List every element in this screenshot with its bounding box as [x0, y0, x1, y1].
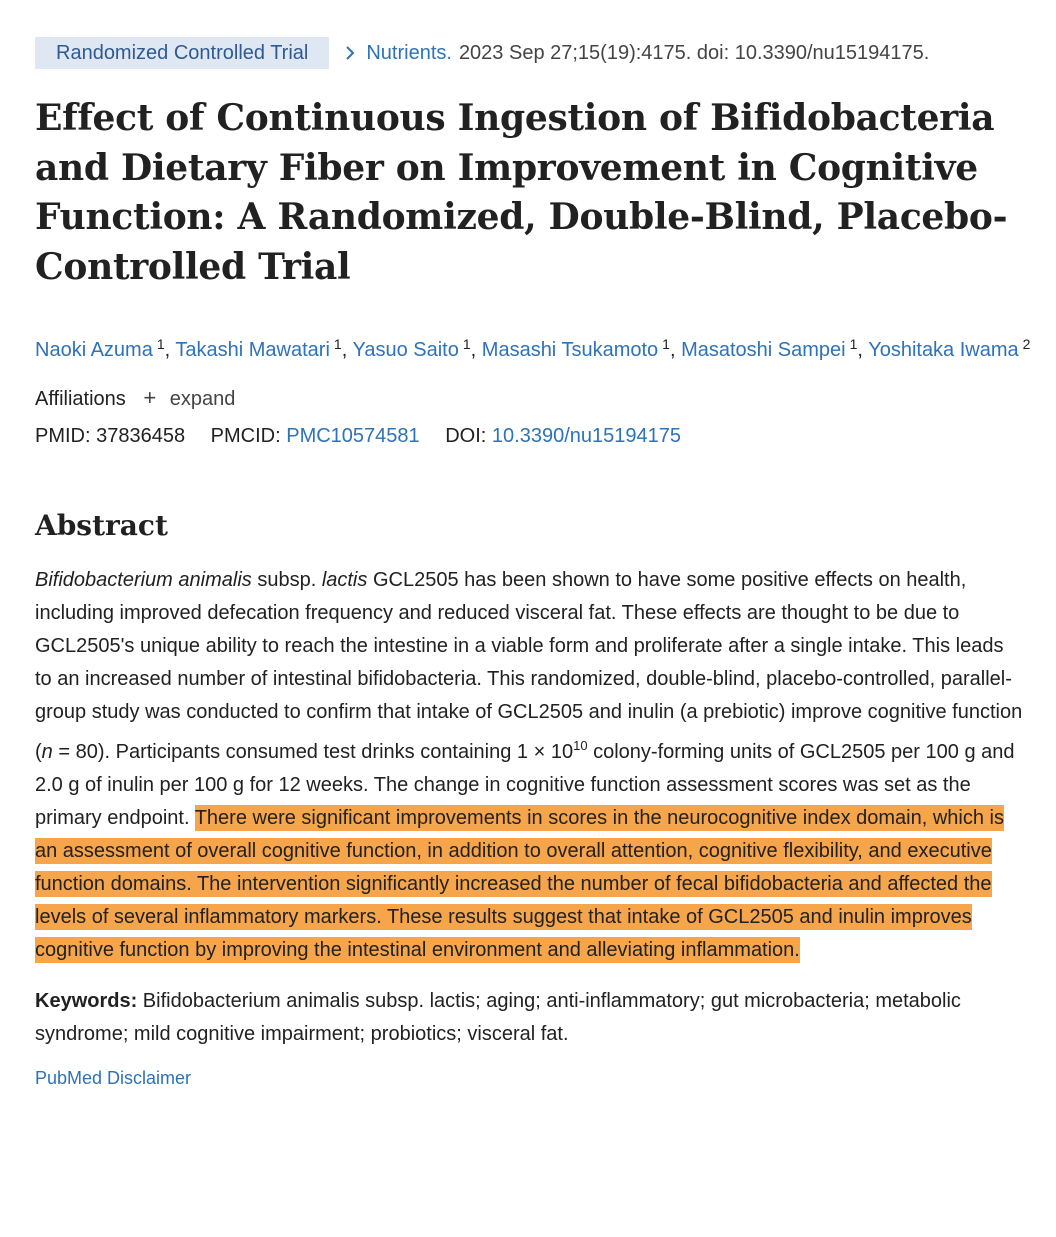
keywords-text: Bifidobacterium animalis subsp. lactis; aging; anti-inflammatory; gut microbacteria; metabolic syndrome; mild cognitive impairment; probiotics; visceral fat.	[35, 990, 961, 1045]
abstract-part-1: GCL2505 has been shown to have some positive effects on health, including improved defecation frequency and reduced visceral fat. These effects are thought to be due to GCL2505's unique ability to reach the intestine in a viable form and proliferate after a single intake. This leads to an increased number of intestinal bifidobacteria. This randomized, double-blind, placebo-controlled, parallel-group study was conducted to confirm that intake of GCL2505 and inulin (a prebiotic) improve cognitive function (	[35, 569, 1023, 763]
chevron-right-icon	[344, 45, 356, 61]
article-title: Effect of Continuous Ingestion of Bifidobacteria and Dietary Fiber on Improvement in Cognitive Function: A Randomized, Double-Blind, Placebo-Controlled Trial	[35, 97, 1008, 288]
doi-link[interactable]: 10.3390/nu15194175	[491, 425, 682, 447]
author-link[interactable]: Yoshitaka Iwama	[868, 339, 1019, 361]
author-link[interactable]: Takashi Mawatari	[175, 339, 330, 361]
author-list	[35, 328, 1035, 367]
pmid-value: 37836458	[96, 425, 186, 447]
author-entry	[352, 336, 477, 361]
author-link[interactable]: Yasuo Saito	[352, 339, 459, 361]
abstract-part-2: = 80). Participants consumed test drinks containing 1 × 10	[52, 741, 574, 763]
publication-type-badge[interactable]: Randomized Controlled Trial	[35, 37, 329, 69]
expand-affiliations-button[interactable]: expand	[169, 388, 236, 410]
affiliation-number[interactable]: 1	[849, 336, 858, 352]
doi-label: DOI:	[445, 425, 487, 447]
affiliations-label: Affiliations	[35, 388, 126, 410]
author-link[interactable]: Masatoshi Sampei	[681, 339, 846, 361]
pubmed-disclaimer-link[interactable]: PubMed Disclaimer	[35, 1068, 192, 1088]
affiliations-row	[35, 384, 1035, 413]
affiliation-number[interactable]: 2	[1022, 336, 1031, 352]
pmid-label: PMID:	[35, 425, 91, 447]
citation-line	[35, 37, 1035, 69]
author-separator: ,	[857, 339, 863, 361]
author-separator: ,	[341, 339, 348, 361]
abstract-part-3: colony-forming units of GCL2505 per 100 g and 2.0 g of inulin per 100 g for 12 weeks. The change in cognitive function assessment scores was set as the primary endpoint.	[35, 741, 1015, 829]
subspecies-name: lactis	[321, 569, 368, 591]
plus-icon[interactable]: +	[143, 385, 157, 410]
author-entry	[481, 336, 676, 361]
species-name: Bifidobacterium animalis	[35, 569, 252, 591]
identifiers-row	[35, 422, 1035, 450]
journal-link[interactable]: Nutrients.	[366, 41, 452, 64]
author-entry	[868, 336, 1031, 361]
affiliation-number[interactable]: 1	[662, 336, 670, 352]
abstract-subsp: subsp.	[251, 569, 322, 591]
author-separator: ,	[164, 339, 171, 361]
abstract-text	[35, 564, 1025, 967]
pmcid-link[interactable]: PMC10574581	[286, 425, 420, 447]
highlighted-text: There were significant improvements in scores in the neurocognitive index domain, which is an assessment of overall cognitive function, in addition to overall attention, cognitive flexibility, and executive function domains. The intervention significantly increased the number of fecal bifidobacteria and affected the levels of several inflammatory markers. These results suggest that intake of GCL2505 and inulin improves cognitive function by improving the intestinal environment and alleviating inflammation.	[35, 807, 1004, 961]
affiliation-number[interactable]: 1	[462, 336, 471, 352]
keywords-section	[35, 985, 1025, 1051]
citation-text: 2023 Sep 27;15(19):4175. doi: 10.3390/nu15194175.	[458, 41, 930, 64]
author-entry	[681, 336, 863, 361]
author-separator: ,	[470, 339, 477, 361]
author-separator: ,	[669, 339, 676, 361]
article-page	[0, 37, 1035, 1090]
sample-size-n: n	[41, 741, 53, 763]
pmcid-label: PMCID:	[210, 425, 281, 447]
author-entry	[35, 336, 171, 361]
exponent: 10	[573, 738, 588, 753]
abstract-heading: Abstract	[35, 509, 168, 542]
affiliation-number[interactable]: 1	[156, 336, 165, 352]
author-link[interactable]: Masashi Tsukamoto	[481, 339, 659, 361]
keywords-label: Keywords:	[35, 990, 138, 1012]
author-entry	[175, 336, 348, 361]
author-link[interactable]: Naoki Azuma	[35, 339, 153, 361]
affiliation-number[interactable]: 1	[333, 336, 342, 352]
